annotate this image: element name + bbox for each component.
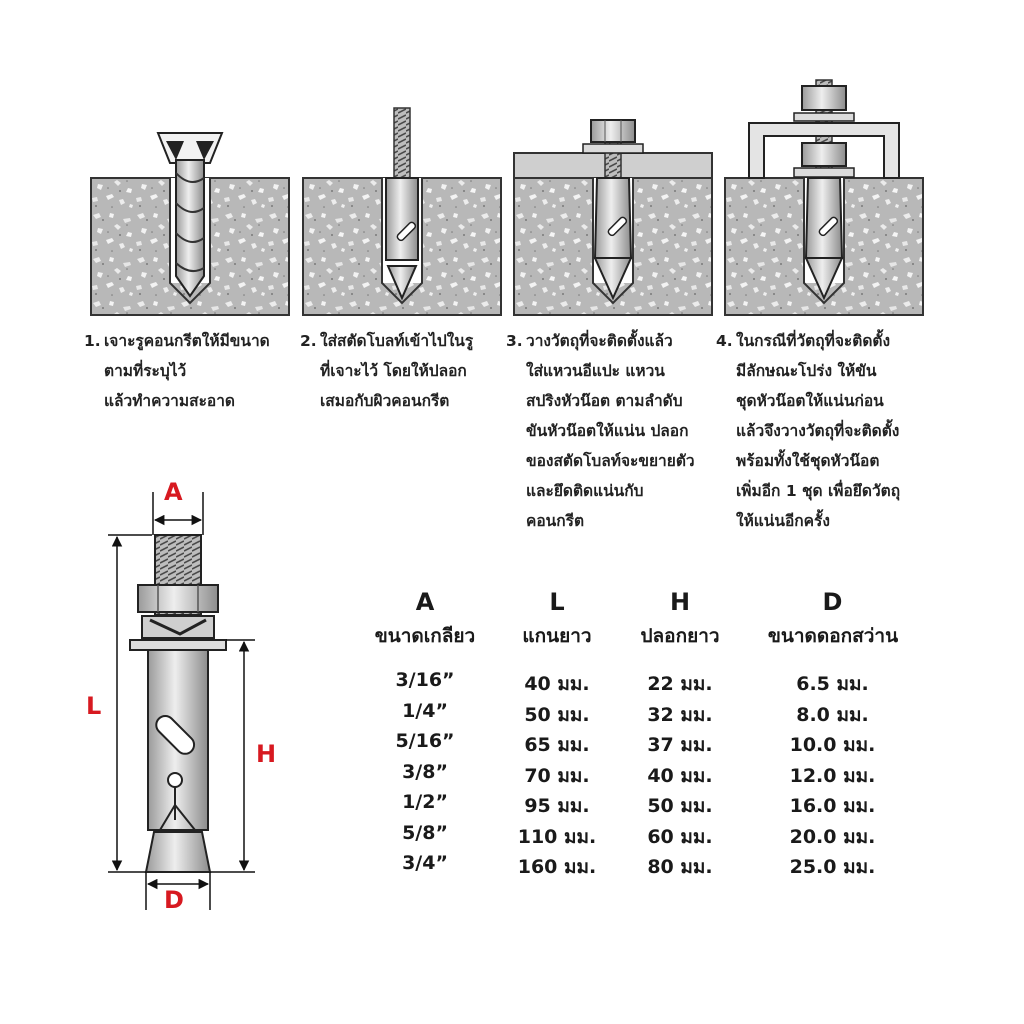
table-cell: 50 มม. xyxy=(524,703,590,726)
step-4-text xyxy=(716,326,900,536)
dimension-label-l: L xyxy=(86,692,102,720)
table-cell: 3/4” xyxy=(402,852,448,874)
dimension-label-d: D xyxy=(164,886,184,914)
table-cell: 70 มม. xyxy=(524,764,590,787)
step-3-text xyxy=(506,326,695,536)
step-3-illustration xyxy=(513,78,713,318)
table-cell: 95 มม. xyxy=(524,795,590,817)
step-line: เจาะรูคอนกรีตให้มีขนาด xyxy=(104,332,270,350)
table-cell: 1/4” xyxy=(402,699,448,722)
step-4-illustration xyxy=(724,78,924,318)
table-cell: 65 มม. xyxy=(524,734,590,756)
step-line: ที่เจาะไว้ โดยให้ปลอก xyxy=(320,362,467,380)
table-cell: 3/8” xyxy=(402,760,448,783)
step-line: ใส่สตัดโบลท์เข้าไปในรู xyxy=(320,332,474,350)
step-line: เพิ่มอีก 1 ชุด เพื่อยึดวัตถุ xyxy=(736,482,901,500)
table-cell: 8.0 มม. xyxy=(796,703,869,726)
step-line: เสมอกับผิวคอนกรีต xyxy=(320,392,450,410)
table-cell: 25.0 มม. xyxy=(789,856,876,878)
step-2-text xyxy=(300,326,473,416)
column-label-a: ขนาดเกลียว xyxy=(374,625,476,647)
column-label-h: ปลอกยาว xyxy=(640,625,720,647)
table-cell: 10.0 มม. xyxy=(789,734,876,756)
step-number: 4. xyxy=(716,332,733,350)
step-line: ของสตัดโบลท์จะขยายตัว xyxy=(526,452,695,470)
table-cell: 50 มม. xyxy=(647,795,713,817)
table-cell: 1/2” xyxy=(402,791,448,813)
step-line: คอนกรีต xyxy=(526,512,585,530)
table-cell: 5/8” xyxy=(402,821,448,844)
step-line: และยึดติดแน่นกับ xyxy=(526,482,644,500)
table-cell: 16.0 มม. xyxy=(789,795,876,817)
step-line: ใส่แหวนอีแปะ แหวน xyxy=(526,362,665,380)
table-cell: 22 มม. xyxy=(647,673,713,695)
step-1-illustration xyxy=(90,78,290,318)
step-2-illustration xyxy=(302,78,502,318)
step-line: วางวัตถุที่จะติดตั้งแล้ว xyxy=(526,332,673,350)
column-letter-h: H xyxy=(669,588,691,616)
column-label-d: ขนาดดอกสว่าน xyxy=(767,625,899,647)
step-line: ชุดหัวน๊อตให้แน่นก่อน xyxy=(736,392,884,410)
table-cell: 20.0 มม. xyxy=(789,825,876,848)
step-number: 1. xyxy=(84,332,101,350)
dimension-label-a: A xyxy=(164,478,183,506)
table-cell: 6.5 มม. xyxy=(796,673,869,695)
step-line: แล้วทำความสะอาด xyxy=(104,392,235,410)
table-cell: 3/16” xyxy=(395,669,455,691)
table-cell: 60 มม. xyxy=(647,825,713,848)
table-cell: 110 มม. xyxy=(517,825,597,848)
column-label-l: แกนยาว xyxy=(522,625,592,647)
step-line: สปริงหัวน๊อต ตามลำดับ xyxy=(526,392,683,410)
table-cell: 160 มม. xyxy=(517,856,597,878)
table-cell: 80 มม. xyxy=(647,856,713,878)
table-cell: 37 มม. xyxy=(647,734,713,756)
column-letter-l: L xyxy=(549,588,565,616)
step-line: ให้แน่นอีกครั้ง xyxy=(736,512,830,530)
step-line: ขันหัวน๊อตให้แน่น ปลอก xyxy=(526,422,689,440)
step-number: 2. xyxy=(300,332,317,350)
step-line: มีลักษณะโปร่ง ให้ขัน xyxy=(736,362,877,380)
step-line: ในกรณีที่วัตถุที่จะติดตั้ง xyxy=(736,332,891,350)
dimension-label-h: H xyxy=(256,740,277,768)
table-cell: 40 มม. xyxy=(647,764,713,787)
step-line: พร้อมทั้งใช้ชุดหัวน๊อต xyxy=(736,452,880,470)
column-letter-d: D xyxy=(822,588,843,616)
table-cell: 5/16” xyxy=(395,730,455,752)
step-line: ตามที่ระบุไว้ xyxy=(104,362,187,380)
step-1-text xyxy=(84,326,270,416)
column-letter-a: A xyxy=(415,588,435,616)
anchor-bolt-dimension-drawing xyxy=(80,480,310,930)
step-number: 3. xyxy=(506,332,523,350)
table-cell: 12.0 มม. xyxy=(789,764,876,787)
table-cell: 32 มม. xyxy=(647,703,713,726)
table-cell: 40 มม. xyxy=(524,673,590,695)
step-line: แล้วจึงวางวัตถุที่จะติดตั้ง xyxy=(736,422,900,440)
